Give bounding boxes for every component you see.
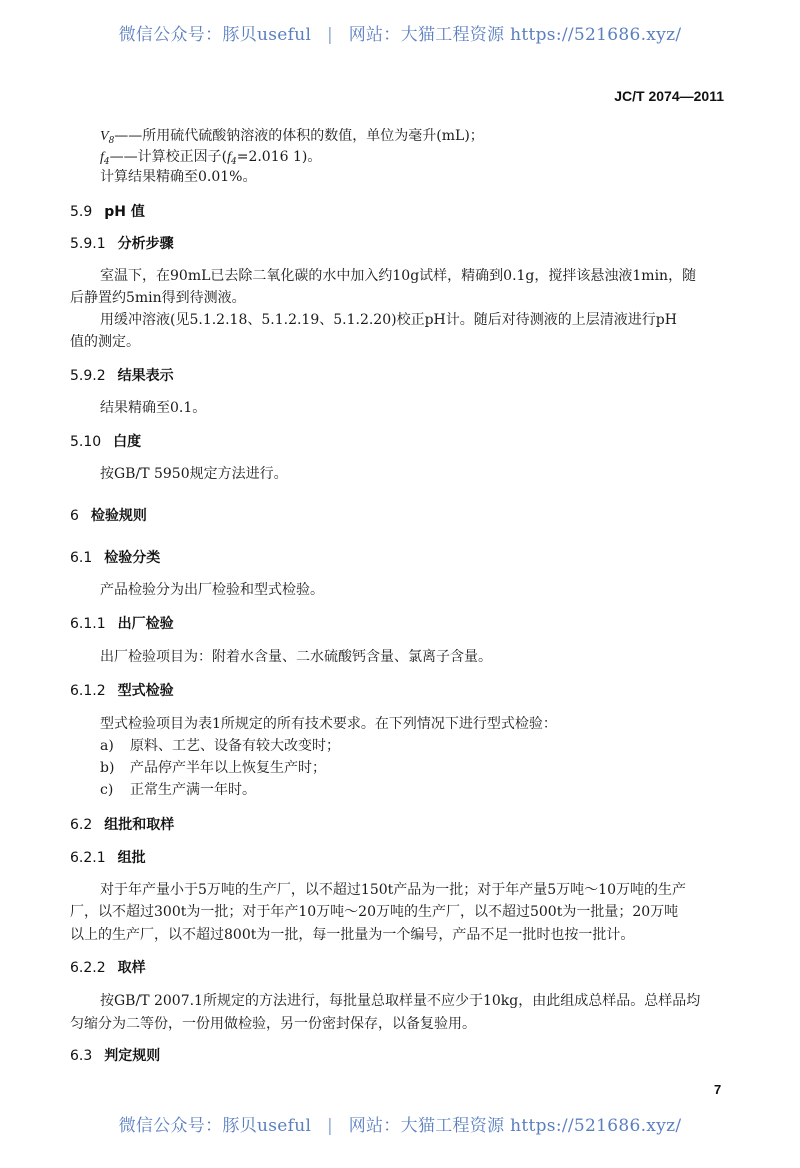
heading-number: 6.1.2 bbox=[70, 683, 106, 699]
heading-6-2 bbox=[70, 815, 174, 835]
heading-5-9 bbox=[70, 202, 145, 222]
heading-title: 检验规则 bbox=[90, 508, 147, 524]
heading-number: 6 bbox=[70, 508, 79, 524]
list-item bbox=[100, 736, 340, 756]
symbol-v: V bbox=[100, 129, 109, 144]
heading-6-3 bbox=[70, 1046, 160, 1066]
paragraph-line: 产品检验分为出厂检验和型式检验。 bbox=[100, 582, 324, 598]
list-item bbox=[100, 780, 256, 800]
heading-title: 组批和取样 bbox=[104, 817, 175, 833]
symbol-v-subscript: 8 bbox=[108, 136, 115, 146]
heading-6-1 bbox=[70, 548, 160, 568]
watermark-wechat: 微信公众号：豚贝useful bbox=[118, 1116, 312, 1136]
standard-code: JC/T 2074—2011 bbox=[614, 88, 724, 104]
heading-5-9-2 bbox=[70, 366, 174, 386]
heading-5-9-1 bbox=[70, 234, 174, 254]
paragraph-line: 按GB/T 2007.1所规定的方法进行，每批量总取样量不应少于10kg，由此组成总样品。总样品均 bbox=[100, 993, 701, 1009]
heading-number: 6.1.1 bbox=[70, 616, 106, 632]
heading-title: 分析步骤 bbox=[117, 236, 174, 252]
inner-symbol-f: f bbox=[227, 150, 231, 165]
heading-number: 5.9.2 bbox=[70, 368, 106, 384]
heading-title: 型式检验 bbox=[117, 683, 174, 699]
paragraph-line: 后静置约5min得到待测液。 bbox=[70, 290, 246, 306]
list-marker: b) bbox=[100, 760, 115, 776]
paragraph-line: 用缓冲溶液(见5.1.2.18、5.1.2.19、5.1.2.20)校正pH计。随后对待测液的上层清液进行pH bbox=[100, 312, 677, 328]
paragraph-line: 匀缩分为二等份，一份用做检验，另一份密封保存，以备复验用。 bbox=[70, 1016, 476, 1032]
watermark-separator: | bbox=[326, 1116, 333, 1136]
paragraph-line: 值的测定。 bbox=[70, 334, 140, 350]
watermark-top bbox=[0, 20, 800, 45]
paragraph-line: 结果精确至0.1。 bbox=[100, 400, 207, 416]
heading-5-10 bbox=[70, 432, 141, 452]
heading-6-1-2 bbox=[70, 681, 174, 701]
paragraph-line: 型式检验项目为表1所规定的所有技术要求。在下列情况下进行型式检验： bbox=[100, 716, 557, 732]
list-text: 产品停产半年以上恢复生产时； bbox=[130, 760, 326, 776]
heading-title: 出厂检验 bbox=[117, 616, 174, 632]
watermark-website: 网站：大猫工程资源 https://521686.xyz/ bbox=[348, 25, 682, 45]
page-number: 7 bbox=[714, 1082, 722, 1097]
list-text: 原料、工艺、设备有较大改变时； bbox=[130, 738, 340, 754]
watermark-bottom bbox=[0, 1111, 800, 1136]
definition-f4-text-after: =2.016 1)。 bbox=[236, 149, 322, 165]
definition-v8-text: ——所用硫代硫酸钠溶液的体积的数值，单位为毫升(mL)； bbox=[114, 128, 484, 144]
heading-6-2-2 bbox=[70, 958, 146, 978]
heading-title: 检验分类 bbox=[104, 550, 161, 566]
heading-6-1-1 bbox=[70, 614, 174, 634]
watermark-separator: | bbox=[326, 25, 333, 45]
heading-number: 6.1 bbox=[70, 550, 93, 566]
heading-number: 6.2.2 bbox=[70, 960, 106, 976]
watermark-website: 网站：大猫工程资源 https://521686.xyz/ bbox=[348, 1116, 682, 1136]
heading-number: 6.2 bbox=[70, 817, 93, 833]
heading-6 bbox=[70, 506, 147, 526]
heading-number: 5.9.1 bbox=[70, 236, 106, 252]
watermark-wechat: 微信公众号：豚贝useful bbox=[118, 25, 312, 45]
inner-symbol-f-subscript: 4 bbox=[230, 157, 237, 167]
paragraph-line: 按GB/T 5950规定方法进行。 bbox=[100, 466, 288, 482]
symbol-f-subscript: 4 bbox=[103, 157, 110, 167]
heading-6-2-1 bbox=[70, 848, 146, 868]
paragraph-line: 出厂检验项目为：附着水含量、二水硫酸钙含量、氯离子含量。 bbox=[100, 649, 492, 665]
precision-note: 计算结果精确至0.01%。 bbox=[100, 169, 257, 185]
heading-title: pH 值 bbox=[104, 204, 145, 220]
list-item bbox=[100, 758, 326, 778]
heading-title: 判定规则 bbox=[104, 1048, 161, 1064]
heading-title: 组批 bbox=[117, 850, 146, 866]
list-marker: c) bbox=[100, 782, 114, 798]
heading-title: 白度 bbox=[113, 434, 142, 450]
heading-title: 取样 bbox=[117, 960, 146, 976]
list-marker: a) bbox=[100, 738, 114, 754]
paragraph-line: 以上的生产厂，以不超过800t为一批，每一批量为一个编号，产品不足一批时也按一批计。 bbox=[70, 927, 635, 943]
paragraph-line: 厂，以不超过300t为一批；对于年产10万吨～20万吨的生产厂，以不超过500t为一批量；20万吨 bbox=[70, 904, 679, 920]
paragraph-line: 对于年产量小于5万吨的生产厂，以不超过150t产品为一批；对于年产量5万吨～10万吨的生产 bbox=[100, 882, 686, 898]
list-text: 正常生产满一年时。 bbox=[130, 782, 256, 798]
definition-f4-text-before: ——计算校正因子( bbox=[109, 149, 228, 165]
heading-number: 5.9 bbox=[70, 204, 93, 220]
symbol-f: f bbox=[100, 150, 104, 165]
heading-number: 6.2.1 bbox=[70, 850, 106, 866]
heading-number: 5.10 bbox=[70, 434, 102, 450]
paragraph-line: 室温下，在90mL已去除二氧化碳的水中加入约10g试样，精确到0.1g，搅拌该悬浊液1min，随 bbox=[100, 268, 697, 284]
heading-number: 6.3 bbox=[70, 1048, 93, 1064]
heading-title: 结果表示 bbox=[117, 368, 174, 384]
